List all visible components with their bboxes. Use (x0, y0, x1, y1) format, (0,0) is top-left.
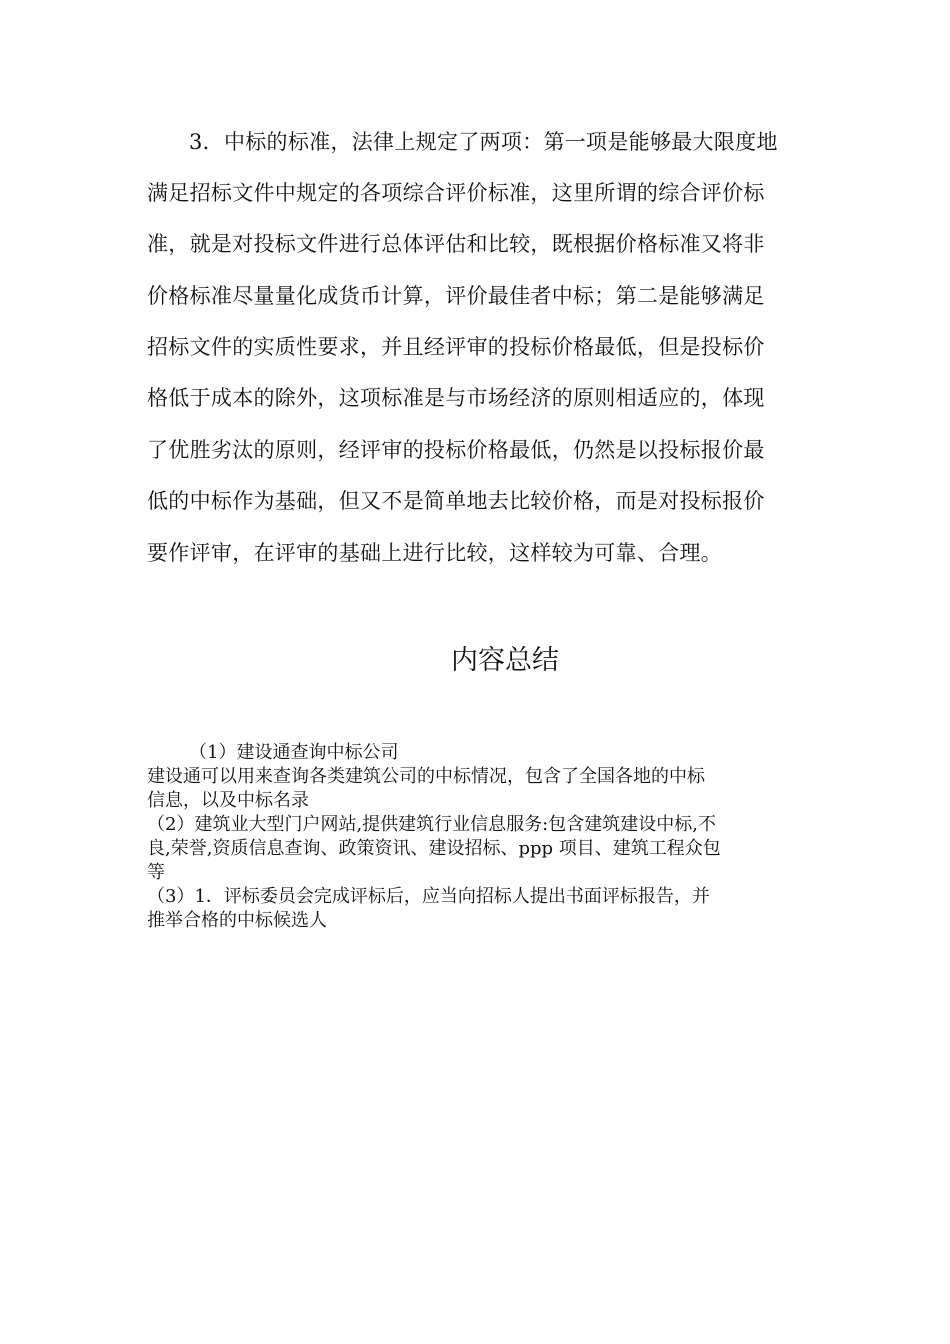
summary-line: 建设通可以用来查询各类建筑公司的中标情况，包含了全国各地的中标 (147, 766, 705, 787)
paragraph-line: 价格标准尽量量化成货币计算，评价最佳者中标；第二是能够满足 (147, 284, 765, 308)
paragraph-line: 3．中标的标准，法律上规定了两项：第一项是能够最大限度地 (189, 130, 778, 154)
summary-line: （2）建筑业大型门户网站,提供建筑行业信息服务:包含建筑建设中标,不 (147, 814, 716, 835)
paragraph-line: 要作评审，在评审的基础上进行比较，这样较为可靠、合理。 (147, 541, 723, 565)
summary-title: 内容总结 (451, 645, 559, 676)
paragraph-line: 招标文件的实质性要求，并且经评审的投标价格最低，但是投标价 (147, 335, 765, 359)
summary-line: 信息，以及中标名录 (147, 790, 309, 811)
summary-line: 良,荣誉,资质信息查询、政策资讯、建设招标、ppp 项目、建筑工程众包 (147, 838, 721, 859)
paragraph-line: 准，就是对投标文件进行总体评估和比较，既根据价格标准又将非 (147, 232, 765, 256)
summary-line: （1）建设通查询中标公司 (189, 742, 399, 763)
summary-line: （3）1．评标委员会完成评标后，应当向招标人提出书面评标报告，并 (147, 886, 710, 907)
summary-line: 等 (147, 862, 165, 883)
paragraph-line: 了优胜劣汰的原则，经评审的投标价格最低，仍然是以投标报价最 (147, 438, 765, 462)
paragraph-line: 格低于成本的除外，这项标准是与市场经济的原则相适应的，体现 (147, 386, 765, 410)
paragraph-line: 满足招标文件中规定的各项综合评价标准，这里所谓的综合评价标 (147, 181, 765, 205)
summary-line: 推举合格的中标候选人 (147, 910, 327, 931)
paragraph-line: 低的中标作为基础，但又不是简单地去比较价格，而是对投标报价 (147, 489, 765, 513)
